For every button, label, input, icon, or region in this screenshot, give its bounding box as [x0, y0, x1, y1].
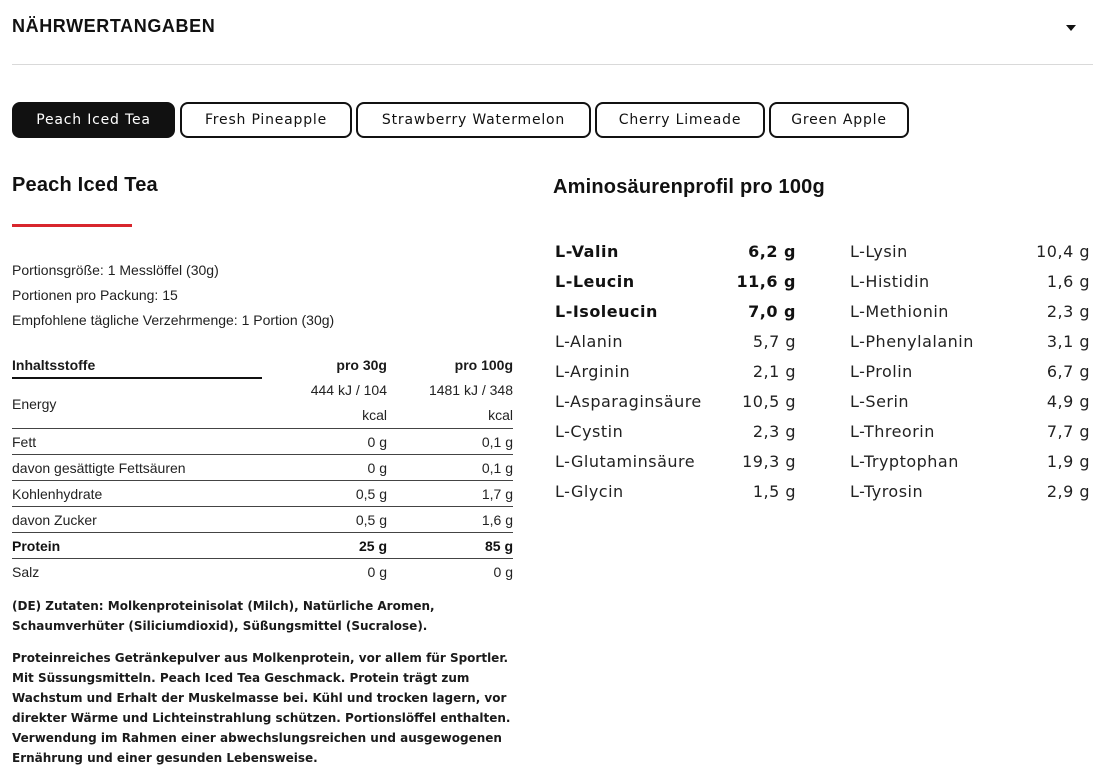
amino-title: Aminosäurenprofil pro 100g — [553, 176, 825, 198]
energy-per100-kj: 1481 kJ / 348 — [428, 382, 513, 398]
list-item — [555, 386, 796, 416]
list-item — [850, 266, 1090, 296]
list-item — [555, 266, 796, 296]
amino-name: L-Asparaginsäure — [555, 391, 702, 411]
list-item — [555, 416, 796, 446]
amino-value: 1,6 g — [1046, 271, 1090, 291]
row-value-serving: 25 g — [262, 533, 387, 559]
amino-name: L-Isoleucin — [555, 301, 658, 321]
table-row — [12, 429, 513, 455]
ingredients-text: (DE) Zutaten: Molkenproteinisolat (Milch), Natürliche Aromen, Schaumverhüter (Siliciumdioxid), Süßungsmittel (Sucralose). — [12, 599, 435, 633]
amino-value: 4,9 g — [1046, 391, 1090, 411]
list-item — [850, 326, 1090, 356]
amino-value: 19,3 g — [742, 451, 796, 471]
list-item — [850, 236, 1090, 266]
servings-per-pack: Portionen pro Packung: 15 — [12, 287, 178, 303]
amino-name: L-Cystin — [555, 421, 624, 441]
amino-value: 5,7 g — [752, 331, 796, 351]
amino-value: 6,7 g — [1046, 361, 1090, 381]
row-value-per100: 0,1 g — [387, 429, 513, 455]
row-name: Protein — [12, 533, 262, 559]
amino-name: L-Histidin — [850, 271, 930, 291]
row-value-per100: 1,6 g — [387, 507, 513, 533]
row-value-serving: 0,5 g — [262, 507, 387, 533]
tab-green-apple[interactable]: Green Apple — [769, 102, 909, 138]
amino-value: 10,5 g — [742, 391, 796, 411]
row-name: Salz — [12, 563, 40, 580]
energy-per100-kcal: kcal — [488, 407, 513, 423]
list-item — [555, 356, 796, 386]
amino-value: 7,0 g — [748, 301, 796, 321]
amino-value: 6,2 g — [748, 241, 796, 261]
list-item — [555, 446, 796, 476]
serving-size: Portionsgröße: 1 Messlöffel (30g) — [12, 262, 219, 278]
amino-value: 7,7 g — [1046, 421, 1090, 441]
nutrition-accordion-header[interactable] — [12, 0, 1093, 65]
energy-serving-kcal: kcal — [362, 407, 387, 423]
row-value-per100: 1,7 g — [387, 481, 513, 507]
amino-list-right — [850, 236, 1090, 506]
tab-strawberry-watermelon[interactable]: Strawberry Watermelon — [356, 102, 591, 138]
tab-peach-iced-tea[interactable]: Peach Iced Tea — [12, 102, 175, 138]
amino-list-left — [555, 236, 796, 506]
amino-value: 2,9 g — [1046, 481, 1090, 501]
amino-name: L-Lysin — [850, 241, 908, 261]
amino-value: 3,1 g — [1046, 331, 1090, 351]
list-item — [555, 296, 796, 326]
row-name: davon gesättigte Fettsäuren — [12, 455, 262, 481]
list-item — [850, 446, 1090, 476]
table-header-row — [12, 352, 513, 378]
row-value-per100: 0,1 g — [387, 455, 513, 481]
amino-name: L-Leucin — [555, 271, 635, 291]
row-name: davon Zucker — [12, 507, 262, 533]
row-name: Kohlenhydrate — [12, 481, 262, 507]
list-item — [555, 326, 796, 356]
amino-name: L-Valin — [555, 241, 619, 261]
col-header-per-serving: pro 30g — [336, 357, 387, 373]
amino-name: L-Serin — [850, 391, 910, 411]
row-name: Energy — [12, 378, 262, 429]
amino-name: L-Tyrosin — [850, 481, 924, 501]
nutrition-table — [12, 352, 513, 585]
recommended-intake: Empfohlene tägliche Verzehrmenge: 1 Portion (30g) — [12, 312, 335, 328]
amino-name: L-Methionin — [850, 301, 949, 321]
energy-serving-kj: 444 kJ / 104 — [310, 382, 387, 398]
title-accent-rule — [12, 224, 132, 227]
chevron-down-icon[interactable] — [1066, 25, 1076, 31]
row-value-serving: 0,5 g — [262, 481, 387, 507]
amino-name: L-Glutaminsäure — [555, 451, 696, 471]
list-item — [850, 386, 1090, 416]
table-row — [12, 507, 513, 533]
list-item — [555, 236, 796, 266]
amino-name: L-Threorin — [850, 421, 935, 441]
section-title: NÄHRWERTANGABEN — [12, 16, 216, 36]
amino-value: 2,3 g — [752, 421, 796, 441]
row-value-serving: 0 g — [367, 563, 387, 580]
product-title: Peach Iced Tea — [12, 174, 158, 196]
col-header-name: Inhaltsstoffe — [12, 352, 262, 378]
list-item — [850, 356, 1090, 386]
amino-value: 1,5 g — [752, 481, 796, 501]
product-description: Proteinreiches Getränkepulver aus Molkenprotein, vor allem für Sportler. Mit Süssungsmitteln. Peach Iced Tea Geschmack. Protein trägt zum Wachstum und Erhalt der Muskelmasse bei. Kühl und trocken lagern, vor direkter Wärme und Lichteinstrahlung schützen. Portionslöffel enthalten. Verwendung im Rahmen einer abwechslungsreichen und ausgewogenen Ernährung und einer gesunden Lebensweise. — [12, 651, 511, 765]
row-value-per100: 0 g — [493, 563, 513, 580]
row-value-serving: 0 g — [262, 429, 387, 455]
amino-value: 2,1 g — [752, 361, 796, 381]
amino-name: L-Prolin — [850, 361, 913, 381]
table-row — [12, 559, 513, 585]
table-row — [12, 378, 513, 429]
tab-fresh-pineapple[interactable]: Fresh Pineapple — [180, 102, 352, 138]
amino-value: 10,4 g — [1036, 241, 1090, 261]
amino-name: L-Arginin — [555, 361, 631, 381]
row-value-per100: 85 g — [387, 533, 513, 559]
amino-value: 11,6 g — [736, 271, 796, 291]
row-value-serving: 0 g — [262, 455, 387, 481]
table-row — [12, 533, 513, 559]
list-item — [850, 296, 1090, 326]
list-item — [555, 476, 796, 506]
list-item — [850, 476, 1090, 506]
row-value-serving — [262, 378, 387, 429]
tab-cherry-limeade[interactable]: Cherry Limeade — [595, 102, 765, 138]
row-value-per100 — [387, 378, 513, 429]
amino-name: L-Glycin — [555, 481, 624, 501]
list-item — [850, 416, 1090, 446]
table-row — [12, 481, 513, 507]
amino-value: 2,3 g — [1046, 301, 1090, 321]
amino-name: L-Tryptophan — [850, 451, 959, 471]
row-name: Fett — [12, 429, 262, 455]
amino-value: 1,9 g — [1046, 451, 1090, 471]
amino-name: L-Phenylalanin — [850, 331, 974, 351]
col-header-per-100: pro 100g — [454, 357, 513, 373]
table-row — [12, 455, 513, 481]
amino-name: L-Alanin — [555, 331, 623, 351]
